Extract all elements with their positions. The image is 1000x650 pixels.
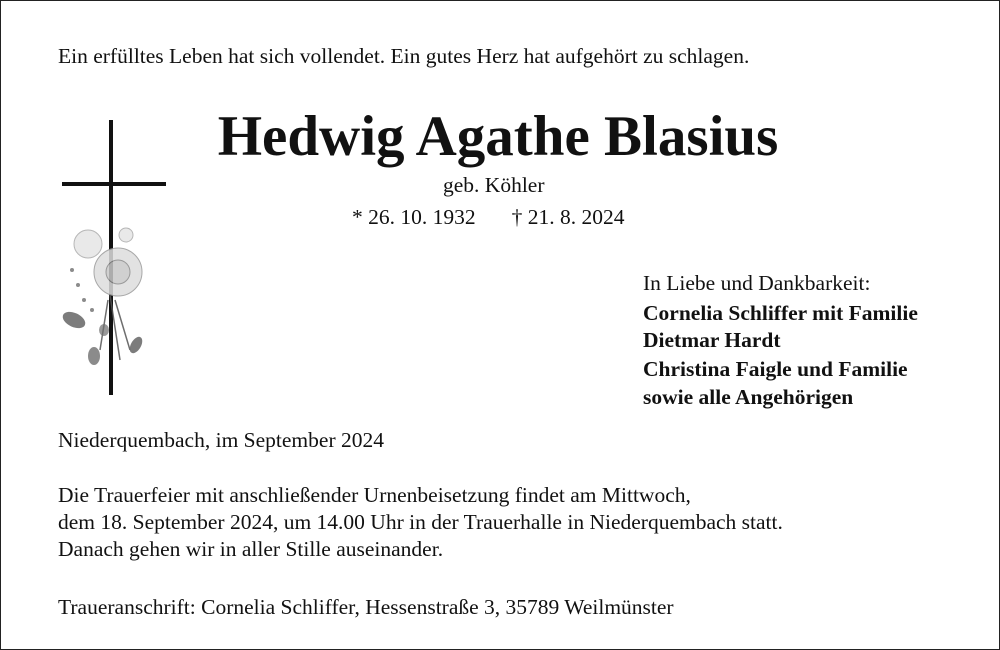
mourner-name: Dietmar Hardt (643, 328, 781, 352)
mourner-name: Cornelia Schliffer mit Familie (643, 301, 918, 325)
mourners-heading: In Liebe und Dankbarkeit: (643, 271, 871, 295)
intro-text: Ein erfülltes Leben hat sich vollendet. Ein gutes Herz hat aufgehört zu schlagen. (58, 44, 750, 68)
deceased-name-text: Hedwig Agathe Blasius (217, 105, 779, 168)
maiden-name: geb. Köhler (443, 173, 545, 197)
mourner-name: sowie alle Angehörigen (643, 385, 854, 409)
funeral-text-line: Danach gehen wir in aller Stille auseinander. (58, 537, 444, 561)
mourner-name: Christina Faigle und Familie (643, 357, 908, 381)
funeral-text-line: dem 18. September 2024, um 14.00 Uhr in der Trauerhalle in Niederquembach statt. (58, 510, 783, 534)
funeral-text-line: Die Trauerfeier mit anschließender Urnenbeisetzung findet am Mittwoch, (58, 483, 691, 507)
life-dates (352, 204, 625, 231)
mourning-address: Traueranschrift: Cornelia Schliffer, Hessenstraße 3, 35789 Weilmünster (58, 595, 674, 619)
death-date: † 21. 8. 2024 (511, 205, 625, 229)
deceased-name (0, 104, 1000, 170)
birth-date: * 26. 10. 1932 (352, 205, 476, 229)
place-date: Niederquembach, im September 2024 (58, 428, 384, 452)
